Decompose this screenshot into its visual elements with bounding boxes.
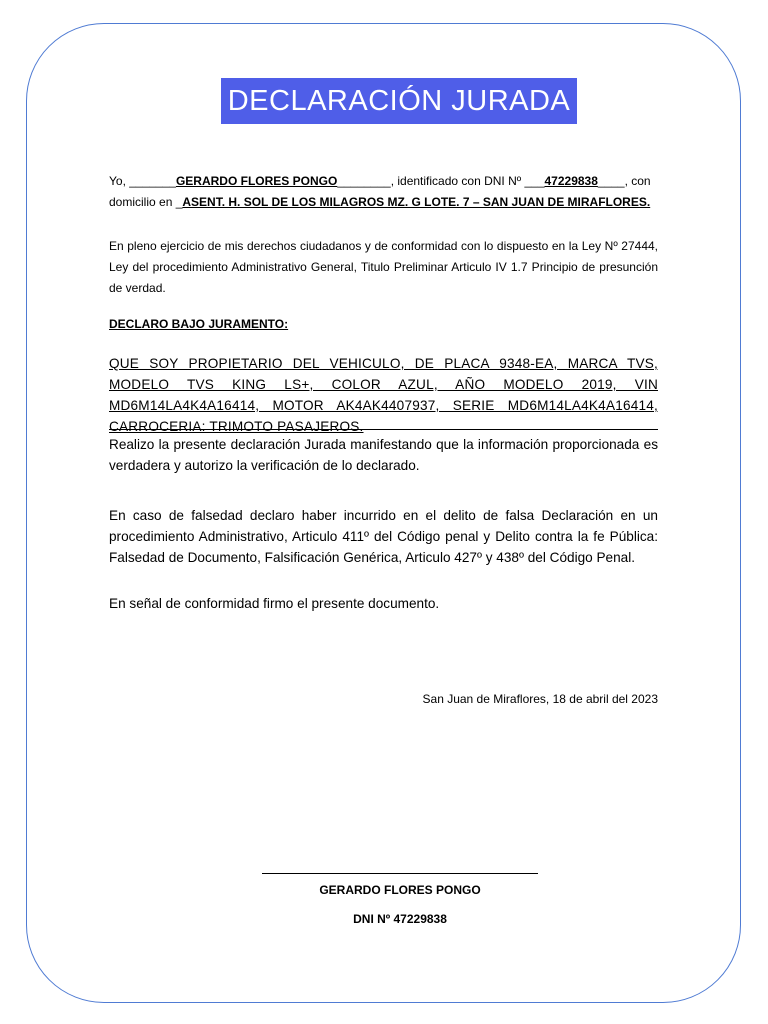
conformidad-statement: En señal de conformidad firmo el presente documento. (109, 596, 440, 611)
intro-paragraph (109, 171, 658, 213)
intro-after-name: ________, identificado con DNI Nº ___ (337, 174, 545, 188)
vehicle-statement: QUE SOY PROPIETARIO DEL VEHICULO, DE PLACA 9348-EA, MARCA TVS, MODELO TVS KING LS+, COLOR AZUL, AÑO MODELO 2019, VIN MD6M14LA4K4A16414, MOTOR AK4AK4407937, SERIE MD6M14LA4K4A16414, CARROCERIA: TRIMOTO PASAJEROS. (109, 356, 658, 434)
document-title: DECLARACIÓN JURADA (221, 78, 577, 124)
declarant-name: GERARDO FLORES PONGO (175, 174, 338, 188)
intro-yo: Yo, _______ (109, 174, 176, 188)
legal-paragraph: En pleno ejercicio de mis derechos ciudadanos y de conformidad con lo dispuesto en la Ley Nº 27444, Ley del procedimiento Administrativo General, Titulo Preliminar Articulo IV 1.7 Principio de presunción de verdad. (109, 239, 658, 295)
signature-name: GERARDO FLORES PONGO (319, 883, 481, 897)
declaro-heading: DECLARO BAJO JURAMENTO: (109, 317, 289, 331)
realizo-paragraph: Realizo la presente declaración Jurada manifestando que la información proporcionada es verdadera y autorizo la verificación de lo declarado. (109, 437, 658, 473)
signature-line (262, 873, 538, 874)
intro-after-dni: ____, con (597, 174, 651, 188)
signature-dni: DNI Nº 47229838 (353, 912, 447, 926)
falsedad-paragraph: En caso de falsedad declaro haber incurrido en el delito de falsa Declaración en un procedimiento Administrativo, Articulo 411º del Código penal y Delito contra la fe Pública: Falsedad de Documento, Falsificación Genérica, Articulo 427º y 438º del Código Penal. (109, 508, 658, 565)
place-date: San Juan de Miraflores, 18 de abril del 2023 (422, 692, 658, 706)
separator-line (109, 429, 658, 430)
intro-domicilio-label: domicilio en _ (109, 195, 183, 209)
declarant-dni: 47229838 (544, 174, 598, 188)
declarant-address: ASENT. H. SOL DE LOS MILAGROS MZ. G LOTE. 7 – SAN JUAN DE MIRAFLORES. (182, 195, 651, 209)
